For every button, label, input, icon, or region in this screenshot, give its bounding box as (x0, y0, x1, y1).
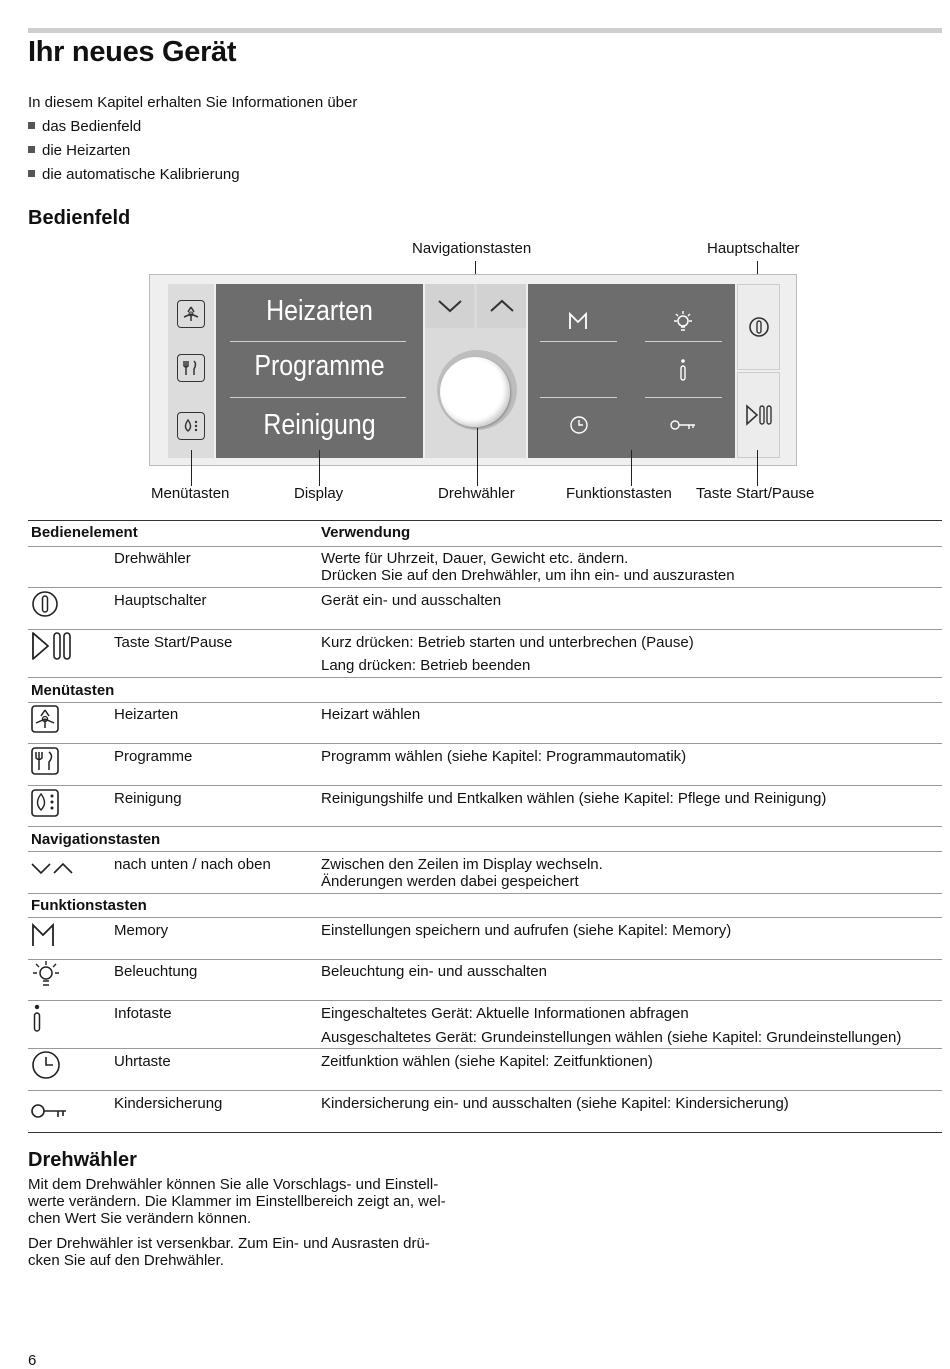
row-use: Reinigungshilfe und Entkalken wählen (siehe Kapitel: Pflege und Reinigung) (321, 790, 827, 807)
start-pause-button[interactable] (737, 372, 780, 458)
table-rule (28, 959, 942, 960)
heating-modes-button[interactable] (172, 289, 210, 339)
row-use: Drücken Sie auf den Drehwähler, um ihn ein- und auszurasten (321, 567, 735, 584)
callout-navigationstasten: Navigationstasten (412, 240, 532, 257)
row-name: Programme (114, 748, 193, 765)
clock-icon (569, 415, 589, 435)
table-rule (28, 826, 942, 827)
start-pause-icon (30, 631, 78, 661)
row-use: Zeitfunktion wählen (siehe Kapitel: Zeitfunktionen) (321, 1053, 653, 1070)
info-icon (678, 358, 688, 382)
row-use: Eingeschaltetes Gerät: Aktuelle Informationen abfragen (321, 1005, 689, 1022)
programs-button[interactable] (172, 343, 210, 393)
info-icon (30, 1003, 64, 1033)
callout-line (631, 450, 632, 486)
start-pause-icon (745, 404, 773, 426)
row-name: Infotaste (114, 1005, 172, 1022)
row-name: Memory (114, 922, 169, 939)
clock-button[interactable] (566, 412, 592, 438)
callout-drehwaehler: Drehwähler (438, 485, 515, 502)
section-heading-bedienfeld: Bedienfeld (28, 207, 131, 229)
table-rule (28, 851, 942, 852)
cleaning-icon (177, 412, 205, 440)
memory-icon (567, 311, 589, 331)
chevron-up-icon (489, 299, 515, 313)
down-up-icon (30, 854, 78, 884)
light-button[interactable] (664, 306, 702, 336)
row-use: Ausgeschaltetes Gerät: Grundeinstellungen wählen (siehe Kapitel: Grundeinstellungen) (321, 1029, 902, 1046)
table-rule (28, 785, 942, 786)
top-rule (28, 28, 942, 33)
table-rule (28, 1048, 942, 1049)
heating-modes-icon (177, 300, 205, 328)
function-divider (645, 341, 722, 342)
table-header-element: Bedienelement (31, 524, 138, 541)
key-icon (669, 418, 697, 432)
callout-hauptschalter: Hauptschalter (707, 240, 800, 257)
row-name: Uhrtaste (114, 1053, 171, 1070)
callout-funktionstasten: Funktionstasten (566, 485, 672, 502)
row-name: Beleuchtung (114, 963, 198, 980)
cleaning-icon (30, 788, 64, 818)
bullet-item: die Heizarten (28, 142, 130, 159)
light-icon (670, 309, 696, 333)
key-icon (30, 1096, 70, 1126)
programs-icon (30, 746, 64, 776)
callout-start-pause: Taste Start/Pause (696, 485, 815, 502)
callout-line (319, 450, 320, 486)
row-use: Heizart wählen (321, 706, 421, 723)
section-funktionstasten: Funktionstasten (31, 897, 147, 914)
display-line-reinigung: Reinigung (263, 409, 376, 441)
row-use: Zwischen den Zeilen im Display wechseln. (321, 856, 603, 873)
row-name: Kindersicherung (114, 1095, 223, 1112)
memory-button[interactable] (560, 306, 596, 336)
row-use: Werte für Uhrzeit, Dauer, Gewicht etc. ändern. (321, 550, 629, 567)
power-icon (30, 589, 64, 619)
row-use: Programm wählen (siehe Kapitel: Programmautomatik) (321, 748, 687, 765)
table-rule (28, 893, 942, 894)
section-navigationstasten: Navigationstasten (31, 831, 161, 848)
row-name: Reinigung (114, 790, 182, 807)
callout-line (757, 450, 758, 486)
row-use: Lang drücken: Betrieb beenden (321, 657, 531, 674)
callout-line (477, 428, 478, 486)
intro-text: In diesem Kapitel erhalten Sie Informationen über (28, 94, 358, 111)
row-use: Kurz drücken: Betrieb starten und unterbrechen (Pause) (321, 634, 694, 651)
table-rule (28, 546, 942, 547)
table-rule (28, 743, 942, 744)
row-use: Änderungen werden dabei gespeichert (321, 873, 579, 890)
power-icon (747, 315, 771, 339)
row-use: Gerät ein- und ausschalten (321, 592, 502, 609)
section-heading-drehwaehler: Drehwähler (28, 1149, 137, 1171)
table-rule (28, 1000, 942, 1001)
nav-down-button[interactable] (425, 284, 474, 328)
cleaning-button[interactable] (172, 401, 210, 451)
main-switch-button[interactable] (737, 284, 780, 370)
info-button[interactable] (672, 356, 694, 384)
table-rule (28, 1090, 942, 1091)
row-name: Taste Start/Pause (114, 634, 233, 651)
function-divider (540, 397, 617, 398)
callout-line (191, 450, 192, 486)
table-rule (28, 1132, 942, 1133)
table-rule (28, 520, 942, 521)
chevron-down-icon (437, 299, 463, 313)
heating-modes-icon (30, 704, 64, 734)
section-menuetasten: Menütasten (31, 682, 115, 699)
row-name: nach unten / nach oben (114, 856, 271, 873)
function-divider (645, 397, 722, 398)
table-rule (28, 629, 942, 630)
row-use: Beleuchtung ein- und ausschalten (321, 963, 547, 980)
display-line-programme: Programme (254, 350, 385, 382)
callout-display: Display (294, 485, 344, 502)
clock-icon (30, 1050, 64, 1080)
row-name: Hauptschalter (114, 592, 207, 609)
memory-icon (30, 920, 64, 950)
page-number: 6 (28, 1352, 37, 1369)
bullet-item: die automatische Kalibrierung (28, 166, 240, 183)
rotary-knob[interactable] (440, 357, 510, 427)
table-rule (28, 917, 942, 918)
callout-menuetasten: Menütasten (151, 485, 230, 502)
page-title: Ihr neues Gerät (28, 36, 237, 68)
table-header-use: Verwendung (321, 524, 411, 541)
bullet-item: das Bedienfeld (28, 118, 141, 135)
row-use: Kindersicherung ein- und ausschalten (siehe Kapitel: Kindersicherung) (321, 1095, 789, 1112)
nav-up-button[interactable] (477, 284, 526, 328)
programs-icon (177, 354, 205, 382)
child-lock-button[interactable] (668, 413, 698, 437)
row-name: Drehwähler (114, 550, 191, 567)
light-icon (30, 960, 64, 990)
paragraph: Der Drehwähler ist versenkbar. Zum Ein- und Ausrasten drü- cken Sie auf den Drehwähler. (28, 1235, 430, 1269)
table-rule (28, 587, 942, 588)
display-line-heizarten: Heizarten (266, 295, 373, 327)
display-divider (230, 341, 406, 342)
display-divider (230, 397, 406, 398)
function-divider (540, 341, 617, 342)
table-rule (28, 702, 942, 703)
paragraph: Mit dem Drehwähler können Sie alle Vorschlags- und Einstell- werte verändern. Die Klammer im Einstellbereich zeigt an, wel- chen Wert Sie verändern können. (28, 1176, 446, 1227)
table-rule (28, 677, 942, 678)
row-name: Heizarten (114, 706, 179, 723)
row-use: Einstellungen speichern und aufrufen (siehe Kapitel: Memory) (321, 922, 732, 939)
